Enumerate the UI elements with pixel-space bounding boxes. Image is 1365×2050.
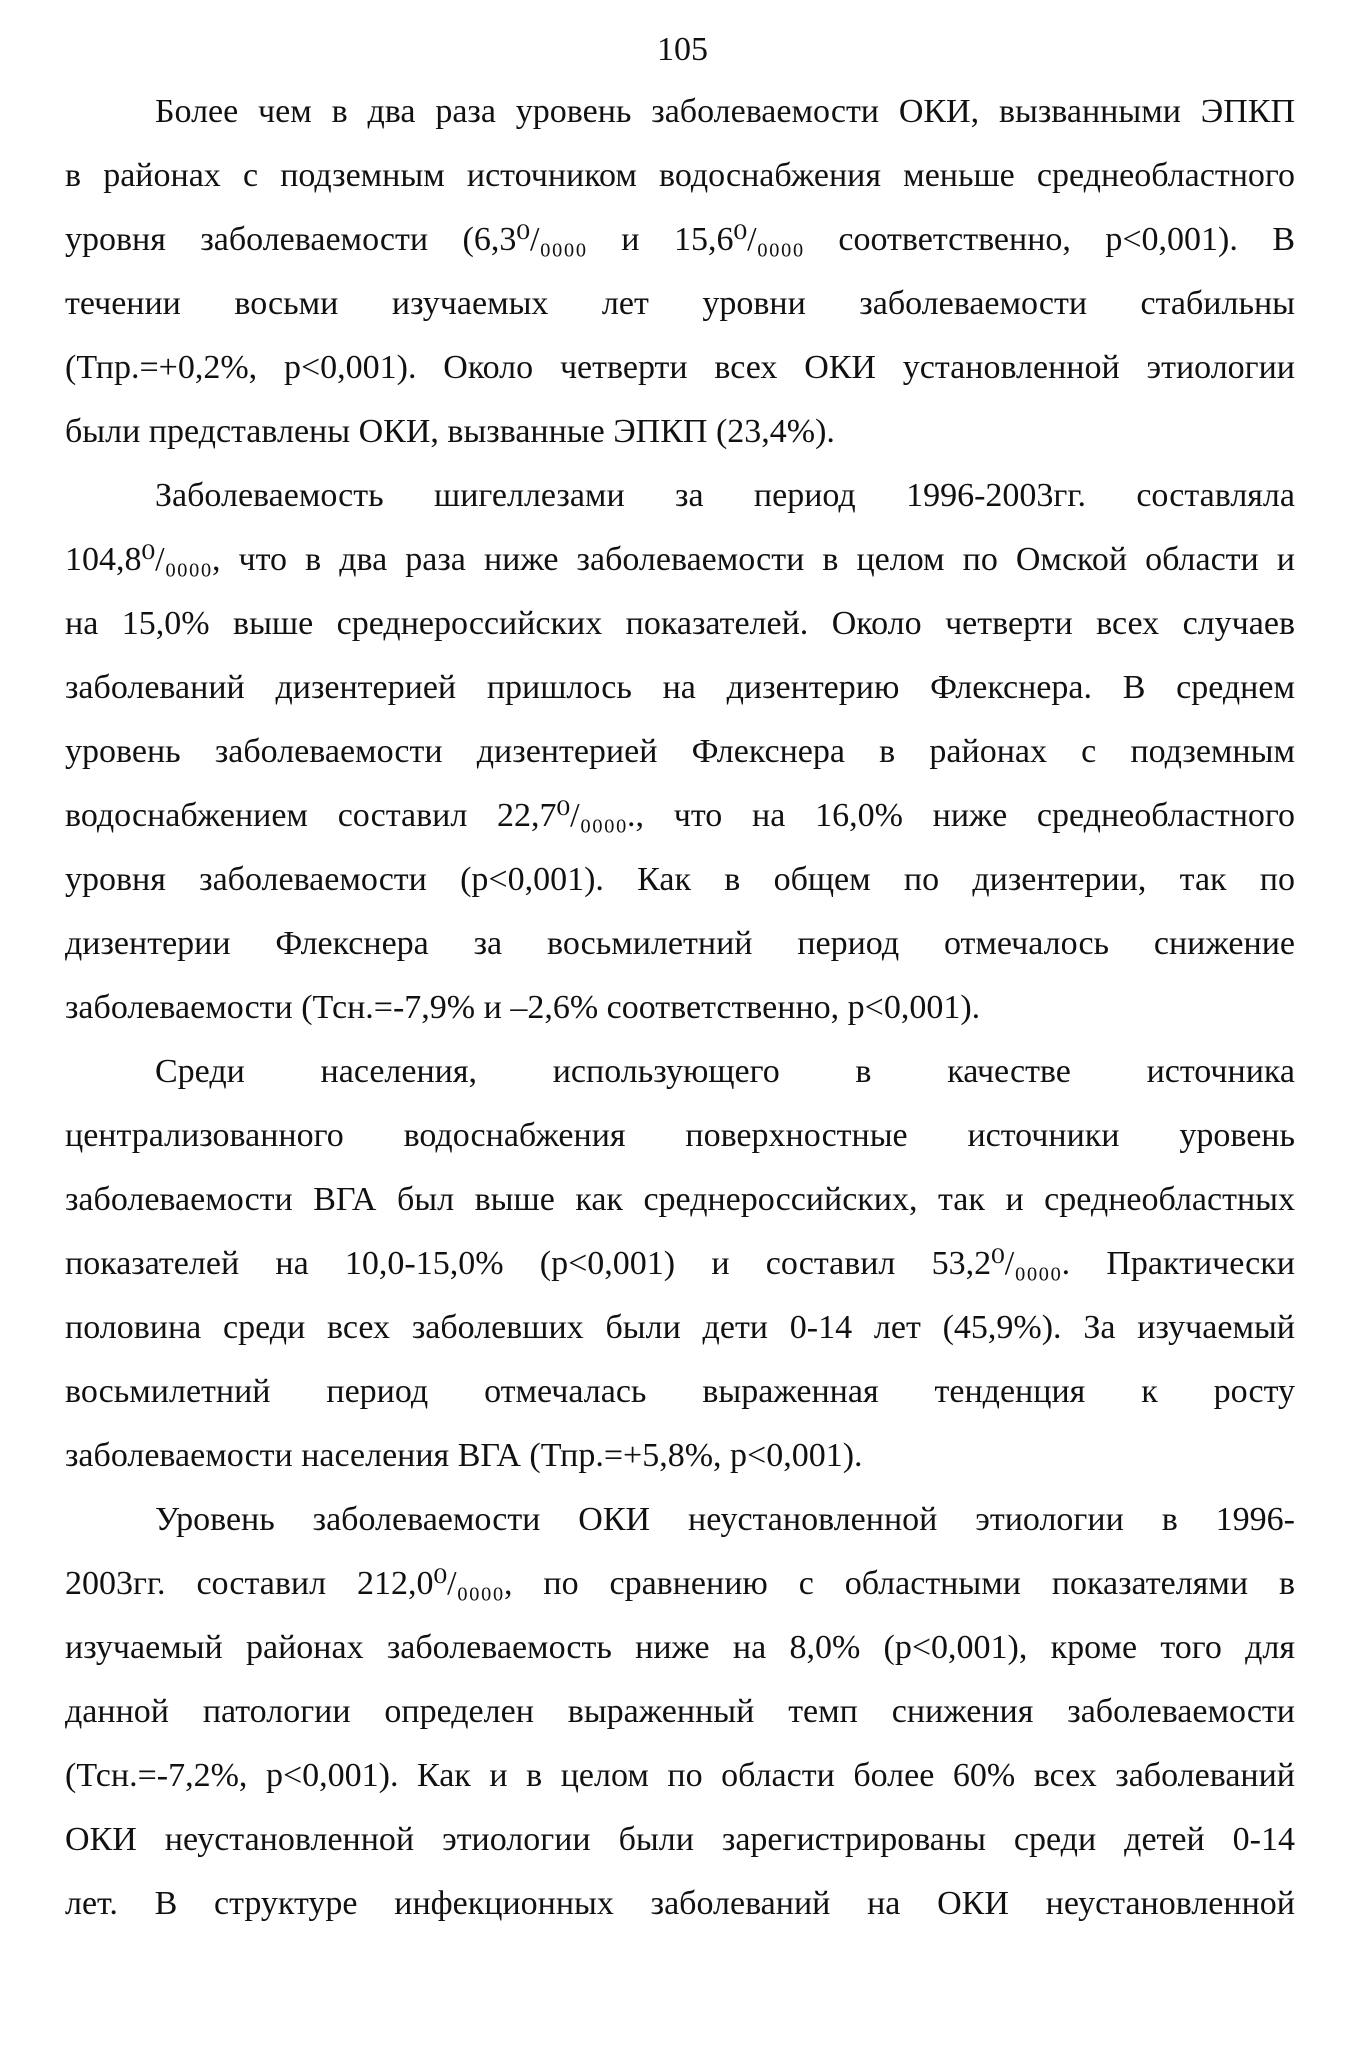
paragraph-3-line-5: половина среди всех заболевших были дети 0-14 лет (45,9%). За изучаемый xyxy=(65,1309,1295,1346)
paragraph-2-line-7: уровня заболеваемости (p<0,001). Как в общем по дизентерии, так по xyxy=(65,861,1295,898)
paragraph-1-line-6: были представлены ОКИ, вызванные ЭПКП (23,4%). xyxy=(65,413,835,450)
page-number: 105 xyxy=(657,31,708,68)
paragraph-4-line-7: лет. В структуре инфекционных заболеваний на ОКИ неустановленной xyxy=(65,1885,1295,1922)
paragraph-1-line-5: (Тпр.=+0,2%, p<0,001). Около четверти всех ОКИ установленной этиологии xyxy=(65,349,1295,386)
paragraph-2-line-5: уровень заболеваемости дизентерией Флекснера в районах с подземным xyxy=(65,733,1295,770)
paragraph-1-line-2: в районах с подземным источником водоснабжения меньше среднеобластного xyxy=(65,157,1295,194)
paragraph-1-line-3: уровня заболеваемости (6,3⁰/₀₀₀₀ и 15,6⁰/₀₀₀₀ соответственно, p<0,001). В xyxy=(65,221,1295,258)
paragraph-4-line-5: (Тсн.=-7,2%, p<0,001). Как и в целом по области более 60% всех заболеваний xyxy=(65,1757,1295,1794)
paragraph-2-line-4: заболеваний дизентерией пришлось на дизентерию Флекснера. В среднем xyxy=(65,669,1295,706)
paragraph-1-line-1: Более чем в два раза уровень заболеваемости ОКИ, вызванными ЭПКП xyxy=(155,93,1295,130)
paragraph-2-line-3: на 15,0% выше среднероссийских показателей. Около четверти всех случаев xyxy=(65,605,1295,642)
paragraph-2-line-8: дизентерии Флекснера за восьмилетний период отмечалось снижение xyxy=(65,925,1295,962)
paragraph-3-line-3: заболеваемости ВГА был выше как среднероссийских, так и среднеобластных xyxy=(65,1181,1295,1218)
paragraph-1-line-4: течении восьми изучаемых лет уровни заболеваемости стабильны xyxy=(65,285,1295,322)
text-body xyxy=(65,80,1295,1936)
paragraph-3-line-1: Среди населения, использующего в качестве источника xyxy=(155,1053,1295,1090)
paragraph-3-line-2: централизованного водоснабжения поверхностные источники уровень xyxy=(65,1117,1295,1154)
paragraph-4-line-3: изучаемый районах заболеваемость ниже на 8,0% (p<0,001), кроме того для xyxy=(65,1629,1295,1666)
paragraph-4-line-6: ОКИ неустановленной этиологии были зарегистрированы среди детей 0-14 xyxy=(65,1821,1295,1858)
paragraph-2-line-6: водоснабжением составил 22,7⁰/₀₀₀₀., что на 16,0% ниже среднеобластного xyxy=(65,797,1295,834)
paragraph-2-line-2: 104,8⁰/₀₀₀₀, что в два раза ниже заболеваемости в целом по Омской области и xyxy=(65,541,1295,578)
paragraph-4-line-1: Уровень заболеваемости ОКИ неустановленной этиологии в 1996- xyxy=(155,1501,1295,1538)
paragraph-2-line-1: Заболеваемость шигеллезами за период 1996-2003гг. составляла xyxy=(155,477,1295,514)
paragraph-2-line-9: заболеваемости (Тсн.=-7,9% и –2,6% соответственно, p<0,001). xyxy=(65,989,981,1026)
paragraph-3-line-6: восьмилетний период отмечалась выраженная тенденция к росту xyxy=(65,1373,1295,1410)
paragraph-4-line-4: данной патологии определен выраженный темп снижения заболеваемости xyxy=(65,1693,1295,1730)
paragraph-4-line-2: 2003гг. составил 212,0⁰/₀₀₀₀, по сравнению с областными показателями в xyxy=(65,1565,1295,1602)
paragraph-3-line-7: заболеваемости населения ВГА (Тпр.=+5,8%, p<0,001). xyxy=(65,1437,863,1474)
paragraph-3-line-4: показателей на 10,0-15,0% (p<0,001) и составил 53,2⁰/₀₀₀₀. Практически xyxy=(65,1245,1295,1282)
